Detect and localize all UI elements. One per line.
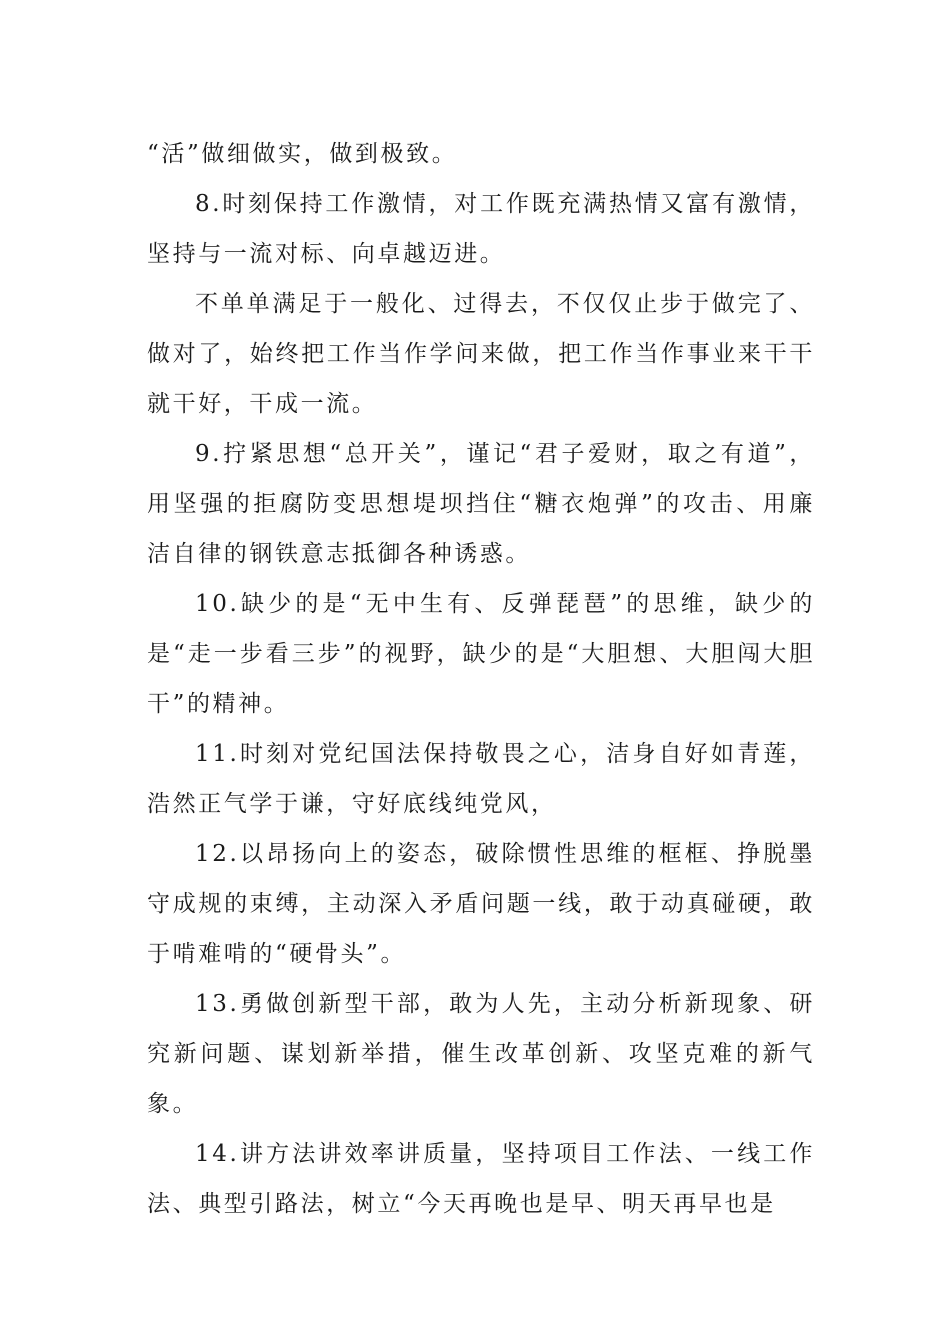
paragraph-item-13: 13.勇做创新型干部，敢为人先，主动分析新现象、研究新问题、谋划新举措，催生改革创新、攻坚克难的新气象。 — [147, 991, 815, 1117]
paragraph-item-9: 9.拧紧思想“总开关”，谨记“君子爱财，取之有道”，用坚强的拒腐防变思想堤坝挡住“糖衣炮弹”的攻击、用廉洁自律的钢铁意志抵御各种诱惑。 — [147, 441, 815, 567]
paragraph-item-8: 8.时刻保持工作激情，对工作既充满热情又富有激情，坚持与一流对标、向卓越迈进。 — [147, 191, 815, 267]
paragraph-item-11: 11.时刻对党纪国法保持敬畏之心，洁身自好如青莲，浩然正气学于谦，守好底线纯党风， — [147, 741, 815, 817]
paragraph-item-14: 14.讲方法讲效率讲质量，坚持项目工作法、一线工作法、典型引路法，树立“今天再晚也是早、明天再早也是 — [147, 1141, 815, 1217]
paragraph-item-10: 10.缺少的是“无中生有、反弹琵琶”的思维，缺少的是“走一步看三步”的视野，缺少的是“大胆想、大胆闯大胆干”的精神。 — [147, 591, 815, 717]
paragraph-item-12: 12.以昂扬向上的姿态，破除惯性思维的框框、挣脱墨守成规的束缚，主动深入矛盾问题一线，敢于动真碰硬，敢于啃难啃的“硬骨头”。 — [147, 841, 815, 967]
paragraph-continuation: “活”做细做实，做到极致。 — [147, 141, 458, 167]
paragraph-item-8-detail: 不单单满足于一般化、过得去，不仅仅止步于做完了、做对了，始终把工作当作学问来做，把工作当作事业来干干就干好，干成一流。 — [147, 291, 815, 417]
document-body — [147, 129, 815, 1229]
